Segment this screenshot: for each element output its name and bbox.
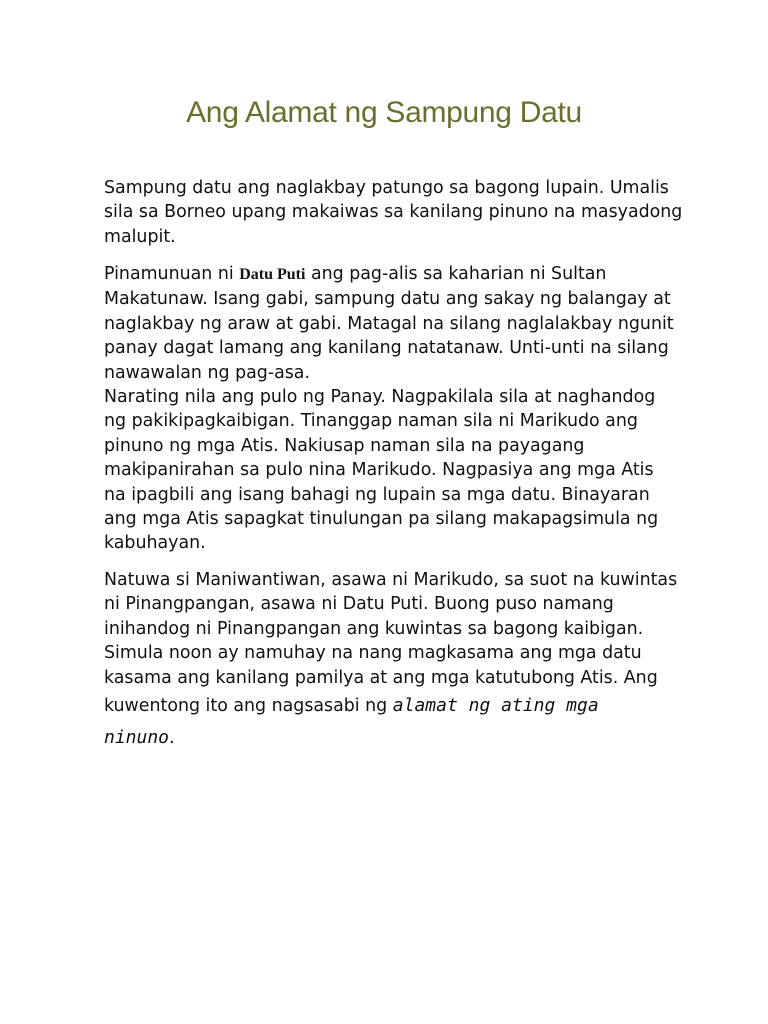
paragraph-2-line: makipanirahan sa pulo nina Marikudo. Nagpasiya ang mga Atis [104,460,654,481]
paragraph-3-final-line [104,690,674,722]
paragraph-2-line: naglakbay ng araw at gabi. Matagal na silang naglalakbay ngunit [104,313,674,334]
paragraph-3 [104,568,678,754]
paragraph-3-line: inihandog ni Pinangpangan ang kuwintas sa bagong kaibigan. [104,618,644,639]
paragraph-3-line: Natuwa si Maniwantiwan, asawa ni Marikudo, sa suot na kuwintas [104,570,678,590]
paragraph-1 [104,176,683,249]
italic-phrase-part-2: ninuno [104,727,170,749]
document-title: Ang Alamat ng Sampung Datu [186,96,582,129]
paragraph-2-line: ang mga Atis sapagkat tinulungan pa silang makapagsimula ng [104,509,659,530]
paragraph-1-line: Sampung datu ang naglakbay patungo sa bagong lupain. Umalis [104,178,669,198]
paragraph-2-first-line [104,262,674,287]
paragraph-2-line: ng pakikipagkaibigan. Tinanggap naman sila ni Marikudo ang [104,411,638,432]
paragraph-2-line: Narating nila ang pulo ng Panay. Nagpakilala sila at naghandog [104,387,656,408]
paragraph-2-line: nawawalan ng pag-asa. [104,362,310,383]
closing-period: . [169,728,175,749]
paragraph-2 [104,262,674,556]
paragraph-3-final-prefix: kuwentong ito ang nagsasabi ng [104,696,393,717]
paragraph-2-line: Makatunaw. Isang gabi, sampung datu ang sakay ng balangay at [104,289,671,310]
paragraph-2-line: kabuhayan. [104,533,206,554]
paragraph-1-line: malupit. [104,226,176,247]
paragraph-1-line: sila sa Borneo upang makaiwas sa kanilang pinuno na masyadong [104,202,683,223]
italic-phrase-part-1: alamat ng ating mga [392,695,599,717]
datu-puti-name: Datu Puti [239,266,306,283]
paragraph-2-suffix: ang pag-alis sa kaharian ni Sultan [305,264,607,284]
paragraph-3-closing-line [104,722,674,754]
paragraph-2-line: pinuno ng mga Atis. Nakiusap naman sila na payagang [104,435,585,456]
paragraph-2-line: na ipagbili ang isang bahagi ng lupain sa mga datu. Binayaran [104,484,650,505]
paragraph-3-line: Simula noon ay namuhay na nang magkasama ang mga datu [104,643,642,664]
paragraph-2-line: panay dagat lamang ang kanilang natatanaw. Unti-unti na silang [104,338,669,359]
paragraph-3-line: ni Pinangpangan, asawa ni Datu Puti. Buong puso namang [104,594,614,615]
paragraph-2-prefix: Pinamunuan ni [104,264,240,284]
paragraph-3-line: kasama ang kanilang pamilya at ang mga katutubong Atis. Ang [104,667,658,688]
